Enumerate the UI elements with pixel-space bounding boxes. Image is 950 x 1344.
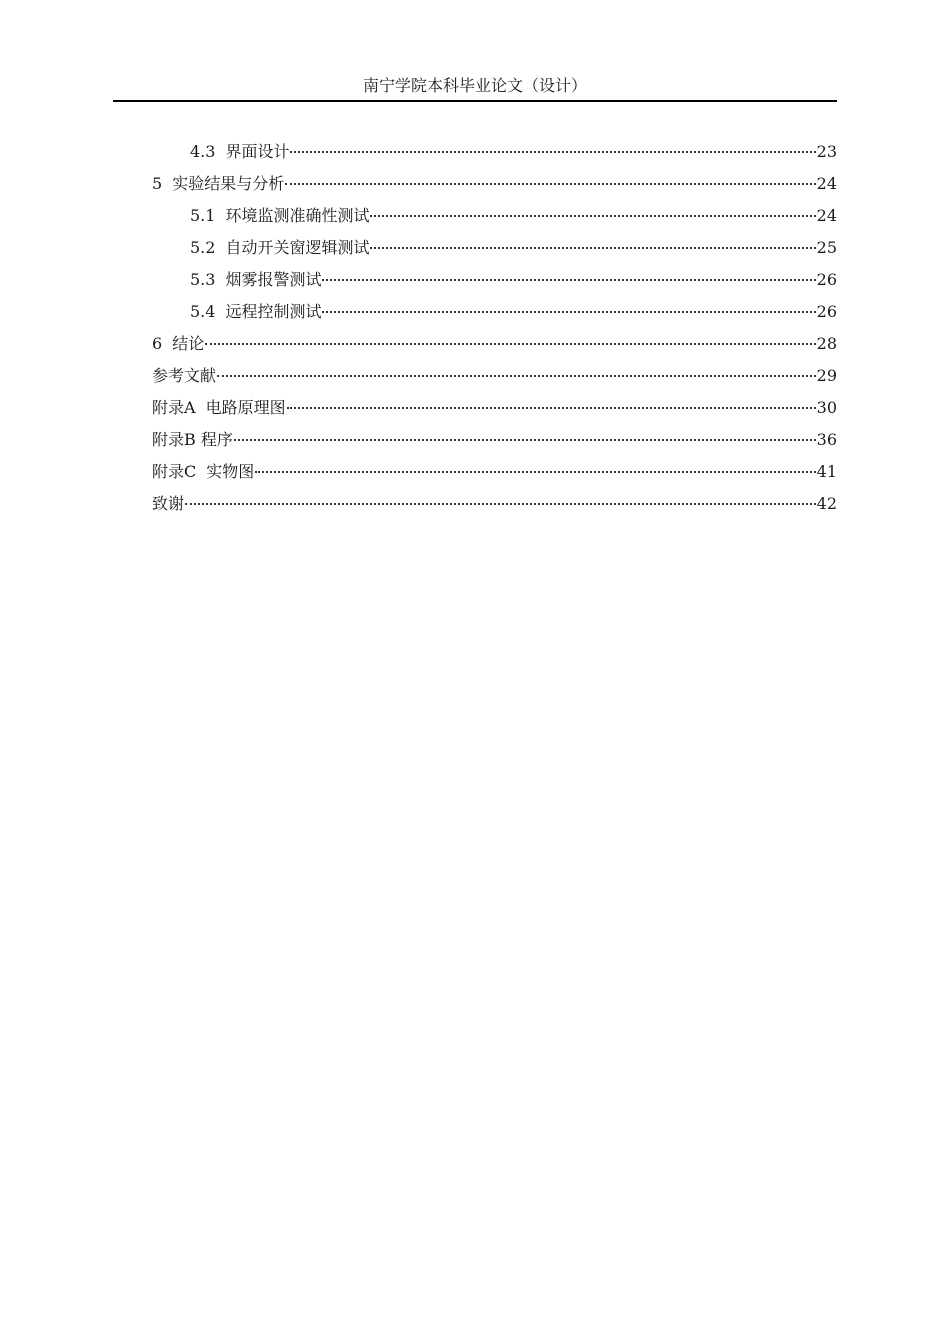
toc-entry-number: 5.4 — [190, 302, 216, 321]
toc-entry[interactable] — [152, 328, 837, 360]
toc-entry-title: 烟雾报警测试 — [225, 270, 322, 289]
toc-dot-leader — [255, 457, 815, 473]
toc-entry-page: 25 — [816, 238, 837, 257]
toc-dot-leader — [285, 169, 815, 185]
toc-entry-page: 26 — [816, 270, 837, 289]
toc-entry-title: 实验结果与分析 — [172, 174, 285, 193]
toc-entry[interactable] — [152, 168, 837, 200]
toc-entry[interactable] — [152, 264, 837, 296]
toc-entry-title: 参考文献 — [152, 366, 217, 385]
toc-entry-number: 5.3 — [190, 270, 216, 289]
toc-entry-title: 环境监测准确性测试 — [225, 206, 370, 225]
toc-entry[interactable] — [152, 488, 837, 520]
toc-entry-title: 附录B 程序 — [152, 430, 233, 449]
toc-entry-number: 6 — [152, 334, 163, 353]
toc-entry-page: 36 — [816, 430, 837, 449]
toc-dot-leader — [370, 201, 815, 217]
toc-entry-page: 41 — [816, 462, 837, 481]
toc-entry-page: 24 — [816, 174, 837, 193]
table-of-contents — [152, 136, 837, 520]
toc-entry-number: 附录A — [152, 398, 196, 417]
toc-entry[interactable] — [152, 392, 837, 424]
page-header — [113, 74, 837, 102]
toc-dot-leader — [370, 233, 815, 249]
toc-entry-page: 23 — [816, 142, 837, 161]
toc-entry-number: 5.2 — [190, 238, 216, 257]
toc-entry[interactable] — [152, 136, 837, 168]
toc-dot-leader — [322, 265, 815, 281]
toc-entry-page: 29 — [816, 366, 837, 385]
toc-entry-number: 5.1 — [190, 206, 216, 225]
toc-entry[interactable] — [152, 232, 837, 264]
toc-entry-title: 结论 — [172, 334, 205, 353]
toc-entry-page: 30 — [816, 398, 837, 417]
toc-dot-leader — [234, 425, 816, 441]
toc-entry[interactable] — [152, 424, 837, 456]
toc-dot-leader — [322, 297, 815, 313]
toc-entry[interactable] — [152, 200, 837, 232]
toc-entry-title: 自动开关窗逻辑测试 — [225, 238, 370, 257]
toc-dot-leader — [287, 393, 816, 409]
toc-dot-leader — [290, 137, 815, 153]
toc-dot-leader — [185, 489, 816, 505]
toc-entry[interactable] — [152, 296, 837, 328]
toc-entry-title: 界面设计 — [225, 142, 290, 161]
toc-entry-number: 5 — [152, 174, 163, 193]
toc-entry-title: 致谢 — [152, 494, 185, 513]
toc-entry-title: 远程控制测试 — [225, 302, 322, 321]
header-title: 南宁学院本科毕业论文（设计） — [362, 76, 587, 95]
toc-entry[interactable] — [152, 456, 837, 488]
toc-entry-title: 电路原理图 — [205, 398, 286, 417]
toc-entry-page: 24 — [816, 206, 837, 225]
toc-entry-number: 附录C — [152, 462, 197, 481]
toc-entry-number: 4.3 — [190, 142, 216, 161]
toc-entry-title: 实物图 — [206, 462, 255, 481]
toc-entry-page: 28 — [816, 334, 837, 353]
toc-entry-page: 26 — [816, 302, 837, 321]
toc-entry-page: 42 — [816, 494, 837, 513]
toc-dot-leader — [217, 361, 816, 377]
toc-dot-leader — [205, 329, 815, 345]
toc-entry[interactable] — [152, 360, 837, 392]
